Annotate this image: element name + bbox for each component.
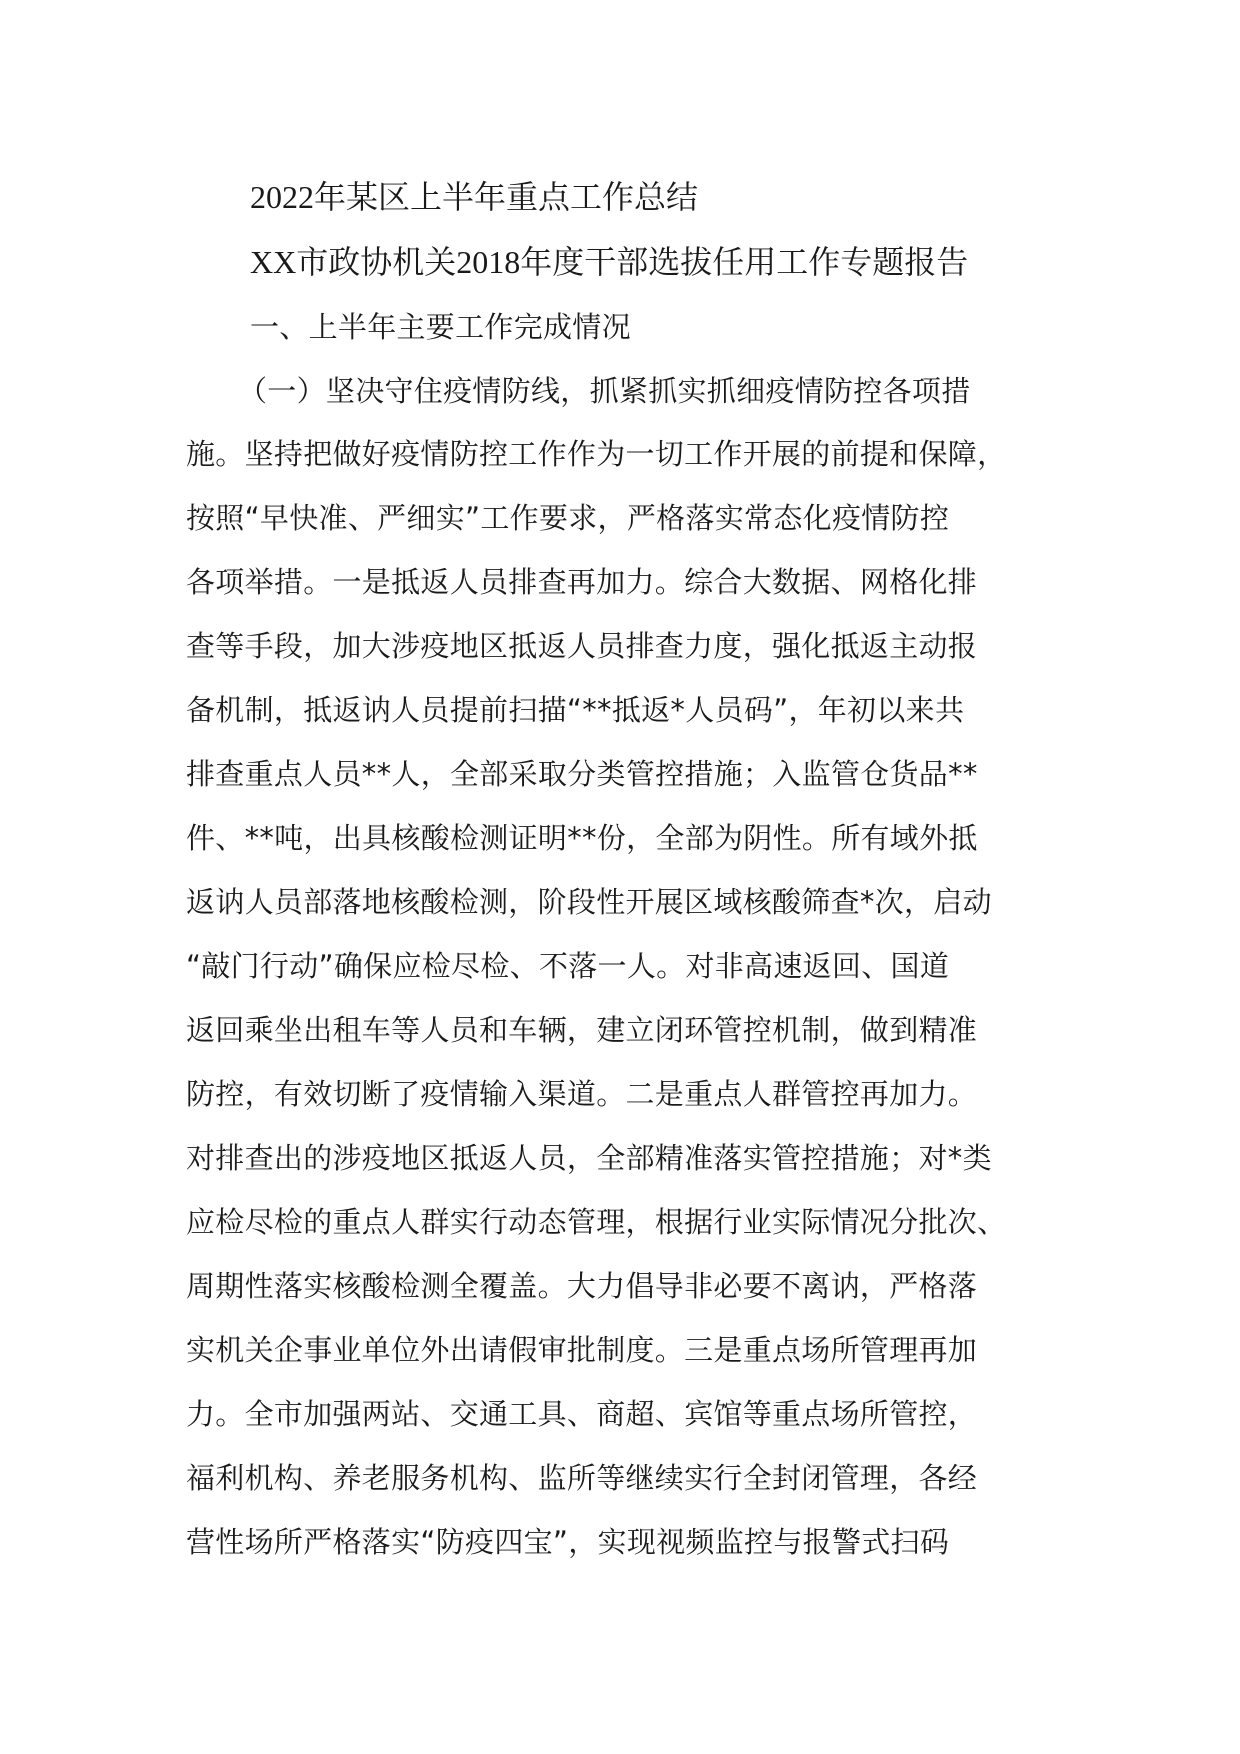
document-title: 2022年某区上半年重点工作总结 — [250, 179, 699, 215]
paragraph-line: 对排查出的涉疫地区抵返人员，全部精准落实管控措施；对*类 — [186, 1141, 992, 1175]
paragraph-line: 力。全市加强两站、交通工具、商超、宾馆等重点场所管控， — [186, 1397, 978, 1431]
paragraph-line: 周期性落实核酸检测全覆盖。大力倡导非必要不离讷，严格落 — [186, 1269, 978, 1303]
paragraph-line: 查等手段，加大涉疫地区抵返人员排查力度，强化抵返主动报 — [186, 629, 978, 663]
paragraph-line: 排查重点人员**人，全部采取分类管控措施；入监管仓货品** — [186, 757, 978, 791]
paragraph-line: （一）坚决守住疫情防线，抓紧抓实抓细疫情防控各项措 — [238, 374, 971, 408]
paragraph-line: 返回乘坐出租车等人员和车辆，建立闭环管控机制，做到精准 — [186, 1013, 978, 1047]
section-heading: 一、上半年主要工作完成情况 — [250, 310, 631, 344]
paragraph-line: 防控，有效切断了疫情输入渠道。二是重点人群管控再加力。 — [186, 1077, 978, 1111]
paragraph-line: 应检尽检的重点人群实行动态管理，根据行业实际情况分批次、 — [186, 1205, 1007, 1239]
paragraph-line: 件、**吨，出具核酸检测证明**份，全部为阴性。所有域外抵 — [186, 821, 978, 855]
paragraph-line: “敲门行动”确保应检尽检、不落一人。对非高速返回、国道 — [186, 949, 950, 983]
paragraph-line: 各项举措。一是抵返人员排查再加力。综合大数据、网格化排 — [186, 565, 978, 599]
paragraph-line: 福利机构、养老服务机构、监所等继续实行全封闭管理，各经 — [186, 1461, 978, 1495]
paragraph-line: 施。坚持把做好疫情防控工作作为一切工作开展的前提和保障， — [186, 437, 1007, 471]
paragraph-line: 按照“早快准、严细实”工作要求，严格落实常态化疫情防控 — [186, 501, 950, 535]
document-subtitle: XX市政协机关2018年度干部选拔任用工作专题报告 — [250, 244, 969, 280]
paragraph-line: 返讷人员部落地核酸检测，阶段性开展区域核酸筛查*次，启动 — [186, 885, 992, 919]
paragraph-line: 营性场所严格落实“防疫四宝”，实现视频监控与报警式扫码 — [186, 1525, 950, 1559]
paragraph-line: 实机关企事业单位外出请假审批制度。三是重点场所管理再加 — [186, 1333, 978, 1367]
paragraph-line: 备机制，抵返讷人员提前扫描“**抵返*人员码”，年初以来共 — [186, 693, 965, 727]
